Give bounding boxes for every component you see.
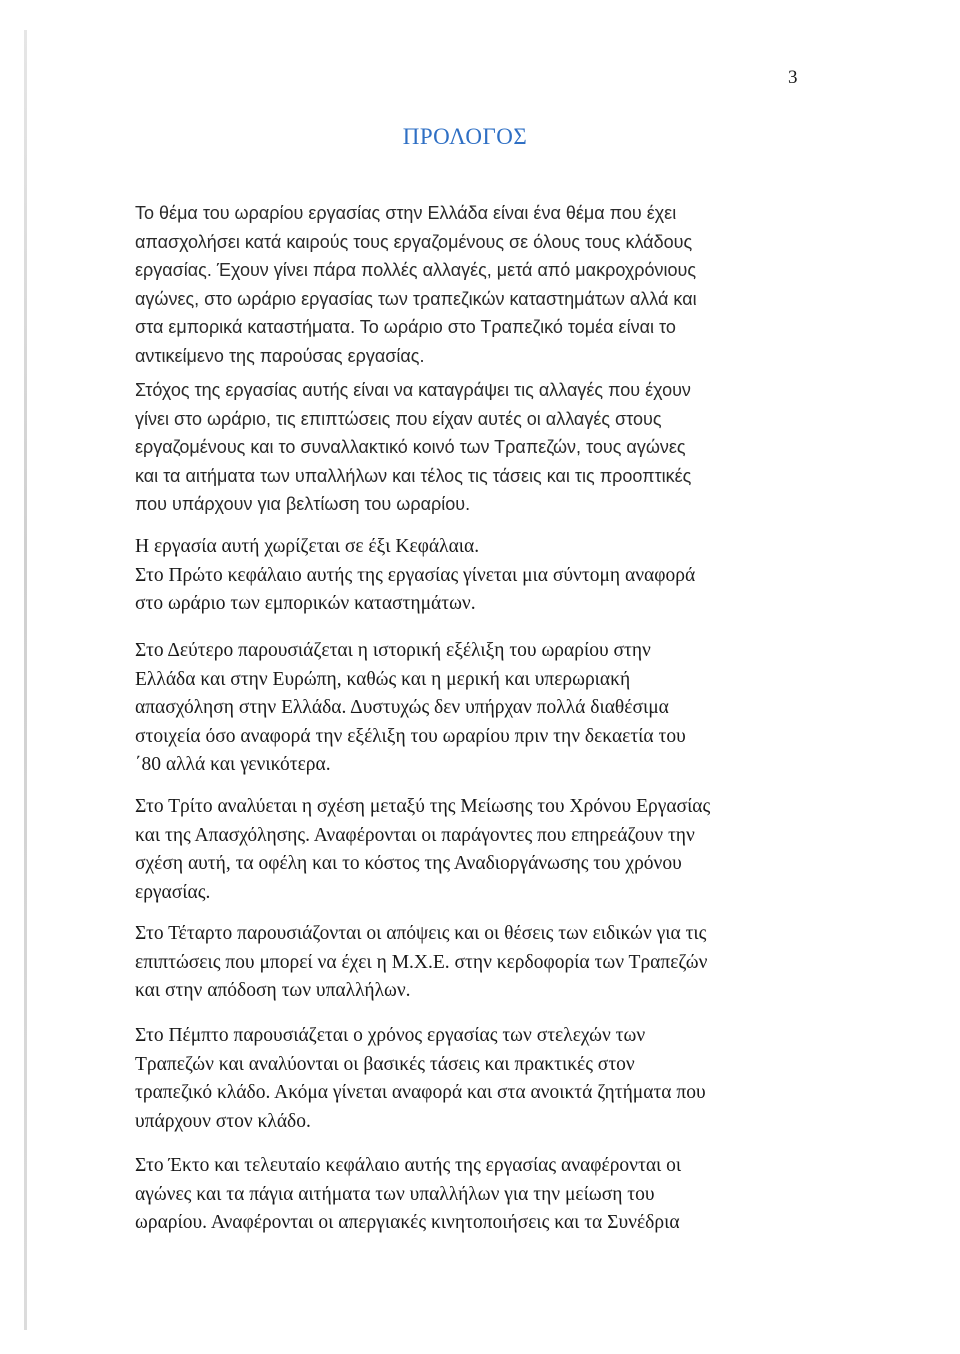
paragraph-line: στα εμπορικά καταστήματα. Το ωράριο στο Τραπεζικό τομέα είναι το xyxy=(135,317,676,337)
paragraph-line: εργαζομένους και το συναλλακτικό κοινό των Τραπεζών, τους αγώνες xyxy=(135,437,686,457)
paragraph-line: Ελλάδα και στην Ευρώπη, καθώς και η μερική και υπερωριακή xyxy=(135,668,631,690)
paragraph-line: Στο Δεύτερο παρουσιάζεται η ιστορική εξέλιξη του ωραρίου στην xyxy=(135,640,651,661)
paragraph-line: αντικείμενο της παρούσας εργασίας. xyxy=(135,345,425,366)
paragraph-chapter-six xyxy=(135,1152,799,1238)
paragraph-line: Τραπεζών και αναλύονται οι βασικές τάσεις και πρακτικές στον xyxy=(135,1053,635,1075)
paragraph-line: υπάρχουν στον κλάδο. xyxy=(135,1110,311,1132)
paragraph-aim xyxy=(135,376,799,519)
paragraph-line: Στο Τέταρτο παρουσιάζονται οι απόψεις και οι θέσεις των ειδικών για τις xyxy=(135,923,707,944)
paragraph-line: Στόχος της εργασίας αυτής είναι να καταγράψει τις αλλαγές που έχουν xyxy=(135,380,691,400)
paragraph-intro xyxy=(135,199,799,370)
paragraph-line: εργασίας. xyxy=(135,881,211,903)
paragraph-line: επιπτώσεις που μπορεί να έχει η Μ.Χ.Ε. στην κερδοφορία των Τραπεζών xyxy=(135,951,708,973)
paragraph-chapter-four xyxy=(135,920,799,1006)
paragraph-line: τραπεζικό κλάδο. Ακόμα γίνεται αναφορά και στα ανοικτά ζητήματα που xyxy=(135,1082,706,1103)
paragraph-line: γίνει στο ωράριο, τις επιπτώσεις που είχαν αυτές οι αλλαγές στους xyxy=(135,408,662,429)
paragraph-chapter-three xyxy=(135,793,799,907)
paragraph-line: Το θέμα του ωραρίου εργασίας στην Ελλάδα είναι ένα θέμα που έχει xyxy=(135,203,677,223)
paragraph-chapter-two xyxy=(135,637,799,780)
page-title: ΠΡΟΛΟΓΟΣ xyxy=(402,124,528,149)
paragraph-chapter-five xyxy=(135,1022,799,1136)
paragraph-line: στοιχεία όσο αναφορά την εξέλιξη του ωραρίου πριν την δεκαετία του xyxy=(135,725,686,747)
paragraph-line: Στο Τρίτο αναλύεται η σχέση μεταξύ της Μείωσης του Χρόνου Εργασίας xyxy=(135,796,711,817)
scan-edge-shadow xyxy=(24,30,27,1330)
page-number: 3 xyxy=(788,67,798,88)
paragraph-line: αγώνες και τα πάγια αιτήματα των υπαλλήλων για την μείωση του xyxy=(135,1183,655,1205)
paragraph-line: Στο Έκτο και τελευταίο κεφάλαιο αυτής της εργασίας αναφέρονται οι xyxy=(135,1155,682,1176)
paragraph-line: απασχολήσει κατά καιρούς τους εργαζομένους σε όλους τους κλάδους xyxy=(135,231,693,252)
paragraph-line: εργασίας. Έχουν γίνει πάρα πολλές αλλαγές, μετά από μακροχρόνιους xyxy=(135,260,697,280)
paragraph-line: και τα αιτήματα των υπαλλήλων και τέλος τις τάσεις και τις προοπτικές xyxy=(135,465,692,486)
paragraph-line: σχέση αυτή, τα οφέλη και το κόστος της Αναδιοργάνωσης του χρόνου xyxy=(135,853,682,874)
paragraph-line: απασχόληση στην Ελλάδα. Δυστυχώς δεν υπήρχαν πολλά διαθέσιμα xyxy=(135,697,669,718)
paragraph-line: Στο Πρώτο κεφάλαιο αυτής της εργασίας γίνεται μια σύντομη αναφορά xyxy=(135,564,696,586)
paragraph-line: και στην απόδοση των υπαλλήλων. xyxy=(135,980,411,1001)
paragraph-line: Στο Πέμπτο παρουσιάζεται ο χρόνος εργασίας των στελεχών των xyxy=(135,1025,646,1046)
paragraph-line: που υπάρχουν για βελτίωση του ωραρίου. xyxy=(135,494,471,514)
paragraph-line: και της Απασχόλησης. Αναφέρονται οι παράγοντες που επηρεάζουν την xyxy=(135,824,695,846)
paragraph-line: στο ωράριο των εμπορικών καταστημάτων. xyxy=(135,593,476,614)
paragraph-line: ωραρίου. Αναφέρονται οι απεργιακές κινητοποιήσεις και τα Συνέδρια xyxy=(135,1212,680,1233)
paragraph-line: Η εργασία αυτή χωρίζεται σε έξι Κεφάλαια. xyxy=(135,536,480,557)
paragraph-line: αγώνες, στο ωράριο εργασίας των τραπεζικών καταστημάτων αλλά και xyxy=(135,288,697,309)
paragraph-division xyxy=(135,533,799,619)
paragraph-line: ΄80 αλλά και γενικότερα. xyxy=(135,754,331,775)
